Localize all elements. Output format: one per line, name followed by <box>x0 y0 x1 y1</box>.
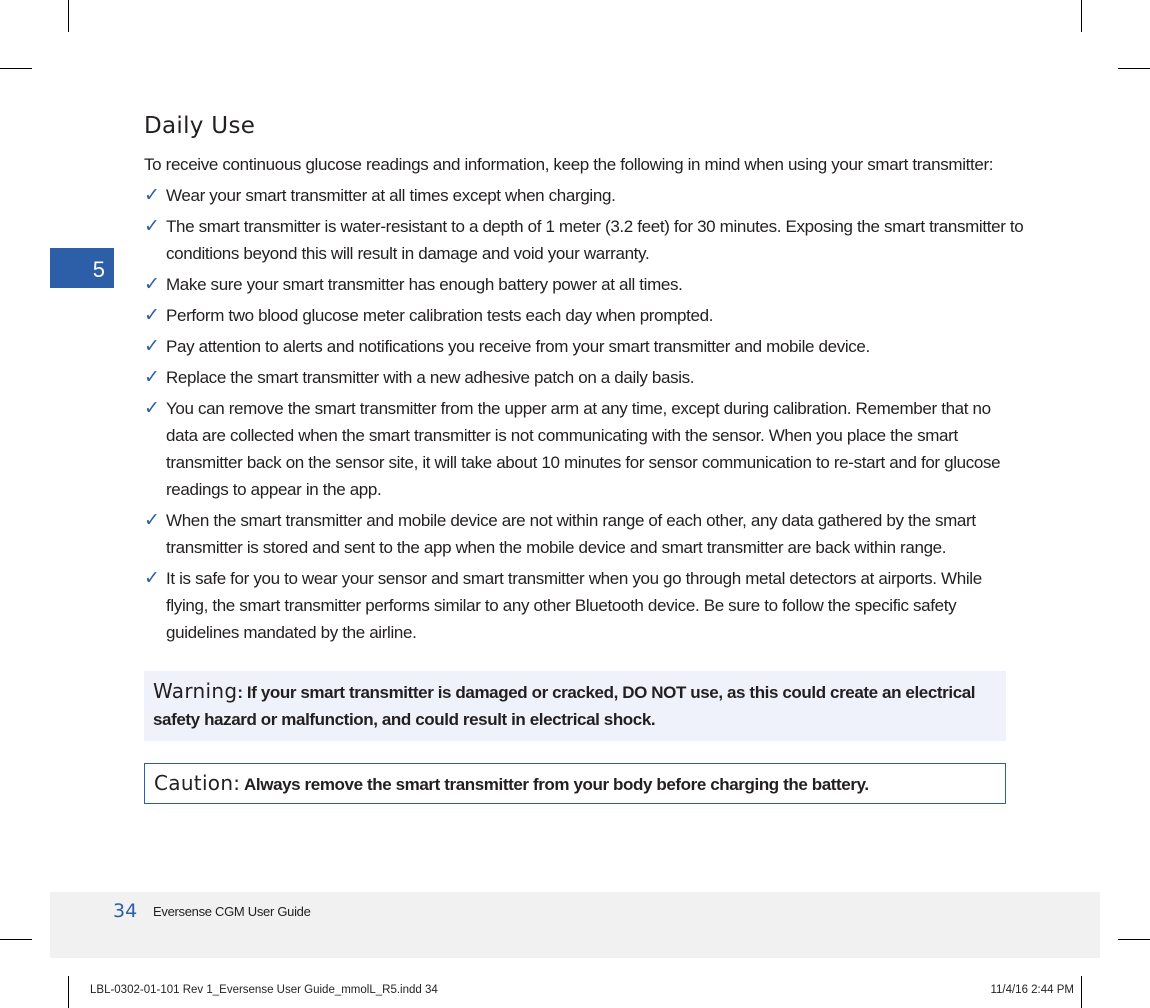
checklist-item <box>144 302 1024 329</box>
checkmark-icon: ✓ <box>144 273 160 295</box>
warning-box <box>144 671 1006 741</box>
crop-mark <box>1081 0 1082 32</box>
checklist-item <box>144 182 1024 209</box>
checklist-item-text: Make sure your smart transmitter has enough battery power at all times. <box>166 275 683 294</box>
checklist-item-text: Pay attention to alerts and notifications you receive from your smart transmitter and mobile device. <box>166 337 870 356</box>
checkmark-icon: ✓ <box>144 184 160 206</box>
checklist-item <box>144 565 1024 646</box>
checklist-item <box>144 271 1024 298</box>
checklist-item <box>144 333 1024 360</box>
section-title: Daily Use <box>144 113 256 139</box>
crop-mark <box>68 0 69 32</box>
warning-label: Warning <box>153 679 238 703</box>
crop-mark <box>0 939 32 940</box>
checklist-item-text: The smart transmitter is water-resistant to a depth of 1 meter (3.2 feet) for 30 minutes. Exposing the smart transmitter to conditions beyond this will result in damage and void your warranty. <box>166 217 1024 263</box>
checkmark-icon: ✓ <box>144 366 160 388</box>
checklist-item-text: You can remove the smart transmitter from the upper arm at any time, except during calibration. Remember that no data are collected when the smart transmitter is not communicating with the sensor. When you place the smart transmitter back on the sensor site, it will take about 10 minutes for sensor communication to re-start and for glucose readings to appear in the app. <box>166 399 1001 499</box>
crop-mark <box>68 976 69 1008</box>
caution-label: Caution: <box>154 771 241 795</box>
caution-box <box>144 763 1006 804</box>
checklist-item-text: Perform two blood glucose meter calibration tests each day when prompted. <box>166 306 714 325</box>
chapter-tab: 5 <box>50 248 114 288</box>
page-number: 34 <box>113 900 138 922</box>
footer-band <box>50 892 1100 958</box>
checkmark-icon: ✓ <box>144 215 160 237</box>
print-slug-file: LBL-0302-01-101 Rev 1_Eversense User Guide_mmolL_R5.indd 34 <box>90 984 438 996</box>
crop-mark <box>0 68 32 69</box>
crop-mark <box>1081 976 1082 1008</box>
checklist-item <box>144 395 1024 503</box>
checklist-item-text: When the smart transmitter and mobile device are not within range of each other, any data gathered by the smart transmitter is stored and sent to the app when the mobile device and smart transmitter are back within range. <box>166 511 976 557</box>
checkmark-icon: ✓ <box>144 567 160 589</box>
checklist <box>144 182 1024 646</box>
checkmark-icon: ✓ <box>144 509 160 531</box>
checklist-item <box>144 507 1024 561</box>
checklist-item-text: Replace the smart transmitter with a new adhesive patch on a daily basis. <box>166 368 695 387</box>
guide-title: Eversense CGM User Guide <box>153 904 311 919</box>
checklist-item-text: Wear your smart transmitter at all times except when charging. <box>166 186 616 205</box>
crop-mark <box>1118 68 1150 69</box>
checkmark-icon: ✓ <box>144 397 160 419</box>
checkmark-icon: ✓ <box>144 304 160 326</box>
main-content <box>144 110 1024 650</box>
crop-mark <box>1118 939 1150 940</box>
checklist-item <box>144 213 1024 267</box>
checklist-item-text: It is safe for you to wear your sensor and smart transmitter when you go through metal detectors at airports. While flying, the smart transmitter performs similar to any other Bluetooth device. Be sure to follow the specific safety guidelines mandated by the airline. <box>166 569 982 642</box>
checkmark-icon: ✓ <box>144 335 160 357</box>
warning-text: : If your smart transmitter is damaged or cracked, DO NOT use, as this could create an electrical safety hazard or malfunction, and could result in electrical shock. <box>153 683 976 729</box>
print-slug-datetime: 11/4/16 2:44 PM <box>990 984 1074 996</box>
caution-text: Always remove the smart transmitter from your body before charging the battery. <box>240 775 869 794</box>
checklist-item <box>144 364 1024 391</box>
intro-paragraph: To receive continuous glucose readings and information, keep the following in mind when using your smart transmitter: <box>144 155 994 174</box>
